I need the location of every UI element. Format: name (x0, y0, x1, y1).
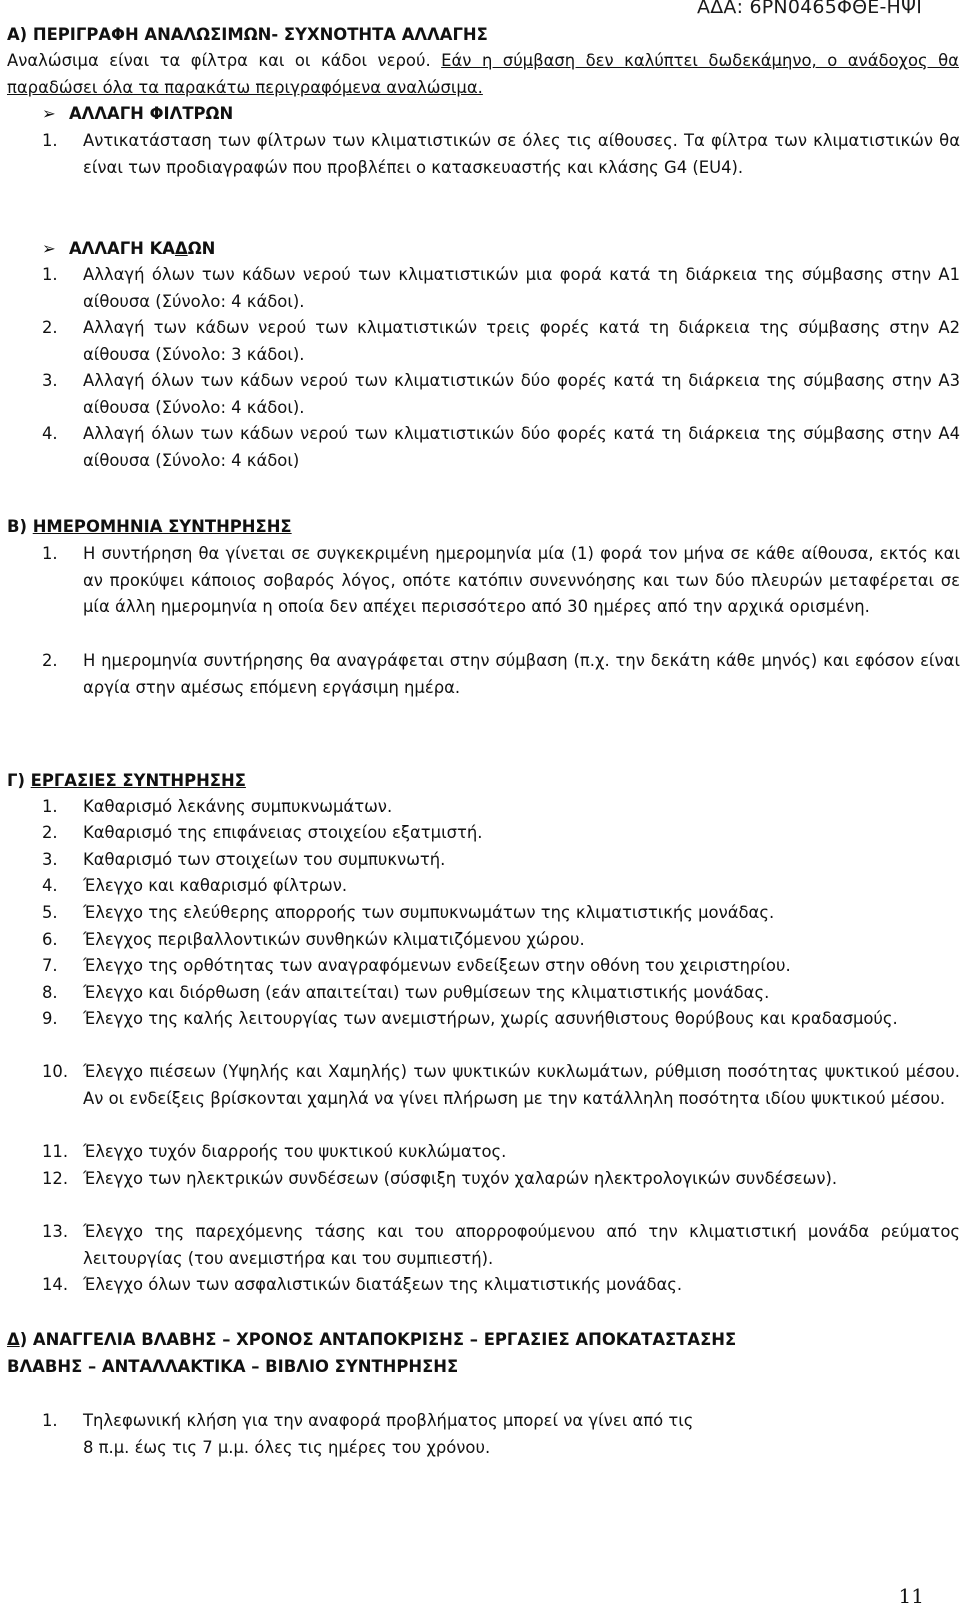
maintenance-task-13 (42, 1219, 960, 1272)
bins-item-3 (42, 368, 960, 421)
list-item-text: Καθαρισμό των στοιχείων του συμπυκνωτή. (83, 850, 446, 869)
list-item-text: Αλλαγή όλων των κάδων νερού των κλιματιστικών μια φορά κατά τη διάρκεια της σύμβασης στην Α1 αίθουσα (Σύνολο: 4 κάδοι). (83, 265, 960, 311)
list-item-text: Αλλαγή των κάδων νερού των κλιματιστικών τρεις φορές κατά τη διάρκεια της σύμβασης στην Α2 αίθουσα (Σύνολο: 3 κάδοι). (83, 318, 960, 364)
section-c-label: ΕΡΓΑΣΙΕΣ ΣΥΝΤΗΡΗΣΗΣ (30, 771, 246, 790)
list-item-text: Έλεγχο πιέσεων (Υψηλής και Χαμηλής) των ψυκτικών κυκλωμάτων, ρύθμιση ποσότητας ψυκτικού μέσου. Αν οι ενδείξεις βρίσκονται χαμηλά να γίνει πλήρωση με την κατάλληλη ποσότητα ιδίου ψυκτικού μέσου. (83, 1062, 960, 1108)
list-item-text: Καθαρισμό λεκάνης συμπυκνωμάτων. (83, 797, 393, 816)
bins-heading-label: ΑΛΛΑΓΗ ΚΑ (69, 239, 175, 258)
list-item-text-line2: 8 π.μ. έως τις 7 μ.μ. όλες τις ημέρες του χρόνου. (83, 1437, 491, 1457)
list-number: 8. (42, 983, 58, 1002)
arrow-bullet-icon: ➢ (42, 104, 56, 123)
list-item-text: Αλλαγή όλων των κάδων νερού των κλιματιστικών δύο φορές κατά τη διάρκεια της σύμβασης στην Α4 αίθουσα (Σύνολο: 4 κάδοι) (83, 424, 960, 470)
list-number: 12. (42, 1169, 69, 1188)
maintenance-task-8 (42, 980, 960, 1007)
maintenance-task-2 (42, 820, 960, 847)
section-a-intro-text: Αναλώσιμα είναι τα φίλτρα και οι κάδοι νερού. (7, 51, 442, 70)
section-d-title (7, 1327, 959, 1380)
list-number: 1. (42, 131, 58, 150)
maintenance-task-9 (42, 1006, 960, 1033)
list-number: 6. (42, 930, 58, 949)
list-item-text: Έλεγχο της παρεχόμενης τάσης και του απορροφούμενου από την κλιματιστική μονάδα ρεύματος λειτουργίας (του ανεμιστήρα και του συμπιεστή). (83, 1222, 960, 1268)
list-number: 10. (42, 1062, 69, 1081)
maintenance-task-5 (42, 900, 960, 927)
arrow-bullet-icon: ➢ (42, 239, 56, 258)
list-item-text: Έλεγχο των ηλεκτρικών συνδέσεων (σύσφιξη τυχόν χαλαρών ηλεκτρολογικών συνδέσεων). (83, 1169, 838, 1188)
list-item-text: Έλεγχο και διόρθωση (εάν απαιτείται) των ρυθμίσεων της κλιματιστικής μονάδας. (83, 983, 770, 1002)
maintenance-task-10 (42, 1059, 960, 1112)
section-a-intro-underlined: Εάν η σύμβαση δεν καλύπτει δωδεκάμηνο, ο ανάδοχος θα παραδώσει όλα τα παρακάτω περιγραφόμενα αναλώσιμα. (7, 51, 959, 97)
maintenance-date-item-2 (42, 648, 960, 701)
list-number: 13. (42, 1222, 69, 1241)
filters-heading-label: ΑΛΛΑΓΗ ΦΙΛΤΡΩΝ (69, 104, 234, 123)
list-number: 11. (42, 1142, 69, 1161)
bins-item-1 (42, 262, 960, 315)
bins-item-2 (42, 315, 960, 368)
ada-reference: ΑΔΑ: 6ΡΝ0465ΦΘΕ-ΗΨΙ (697, 0, 922, 18)
maintenance-task-4 (42, 873, 960, 900)
bins-heading (42, 236, 215, 263)
list-number: 2. (42, 318, 58, 337)
list-item-text: Αλλαγή όλων των κάδων νερού των κλιματιστικών δύο φορές κατά τη διάρκεια της σύμβασης στην Α3 αίθουσα (Σύνολο: 4 κάδοι). (83, 371, 960, 417)
list-number: 3. (42, 850, 58, 869)
maintenance-task-3 (42, 847, 960, 874)
list-number: 7. (42, 956, 58, 975)
filters-item-1 (42, 128, 960, 181)
list-item-text: Η ημερομηνία συντήρησης θα αναγράφεται στην σύμβαση (π.χ. την δεκάτη κάθε μηνός) και εφόσον είναι αργία στην αμέσως επόμενη εργάσιμη ημέρα. (83, 651, 960, 697)
maintenance-task-11 (42, 1139, 960, 1166)
list-number: 4. (42, 424, 58, 443)
list-number: 4. (42, 876, 58, 895)
list-item-text: Έλεγχο της ορθότητας των αναγραφόμενων ενδείξεων στην οθόνη του χειριστηρίου. (83, 956, 791, 975)
list-item-text: Έλεγχο τυχόν διαρροής του ψυκτικού κυκλώματος. (83, 1142, 507, 1161)
list-number: 1. (42, 544, 58, 563)
maintenance-task-1 (42, 794, 960, 821)
list-number: 9. (42, 1009, 58, 1028)
fault-report-item-1 (42, 1408, 960, 1461)
section-b-prefix: Β) (7, 517, 33, 536)
maintenance-task-12 (42, 1166, 960, 1193)
section-b-title (7, 514, 292, 541)
list-item-text: Η συντήρηση θα γίνεται σε συγκεκριμένη ημερομηνία μία (1) φορά τον μήνα σε κάθε αίθουσα, εκτός και αν προκύψει κάποιος σοβαρός λόγος, οπότε κατόπιν συνεννόησης και των δύο πλευρών μεταφέρεται σε μία άλλη ημερομηνία η οποία δεν απέχει περισσότερο από 30 ημέρες από την αρχικά ορισμένη. (83, 544, 960, 616)
filters-heading (42, 101, 233, 128)
list-number: 2. (42, 823, 58, 842)
section-d-title-line2: ΒΛΑΒΗΣ – ΑΝΤΑΛΛΑΚΤΙΚΑ – ΒΙΒΛΙΟ ΣΥΝΤΗΡΗΣΗΣ (7, 1356, 459, 1376)
section-c-title (7, 768, 246, 795)
maintenance-task-6 (42, 927, 960, 954)
section-d-letter: Δ (7, 1330, 20, 1349)
list-item-text: Έλεγχο της ελεύθερης απορροής των συμπυκνωμάτων της κλιματιστικής μονάδας. (83, 903, 775, 922)
section-b-label: ΗΜΕΡΟΜΗΝΙΑ ΣΥΝΤΗΡΗΣΗΣ (32, 517, 292, 536)
maintenance-task-7 (42, 953, 960, 980)
list-number: 3. (42, 371, 58, 390)
bins-item-4 (42, 421, 960, 474)
bins-heading-underlined: Δ (175, 239, 188, 258)
maintenance-task-14 (42, 1272, 960, 1299)
maintenance-date-item-1 (42, 541, 960, 621)
list-item-text: Καθαρισμό της επιφάνειας στοιχείου εξατμιστή. (83, 823, 483, 842)
list-item-text-line1: Τηλεφωνική κλήση για την αναφορά προβλήματος μπορεί να γίνει από τις (83, 1411, 694, 1430)
list-number: 5. (42, 903, 58, 922)
list-item-text: Έλεγχο και καθαρισμό φίλτρων. (83, 876, 348, 895)
list-item-text: Έλεγχο όλων των ασφαλιστικών διατάξεων της κλιματιστικής μονάδας. (83, 1275, 683, 1294)
section-a-title: Α) ΠΕΡΙΓΡΑΦΗ ΑΝΑΛΩΣΙΜΩΝ- ΣΥΧΝΟΤΗΤΑ ΑΛΛΑΓΗΣ (7, 25, 488, 44)
list-number: 14. (42, 1275, 69, 1294)
list-number: 1. (42, 265, 58, 284)
list-number: 2. (42, 651, 58, 670)
page-number: 11 (898, 1583, 924, 1608)
list-item-text: Αντικατάσταση των φίλτρων των κλιματιστικών σε όλες τις αίθουσες. Τα φίλτρα των κλιματιστικών θα είναι των προδιαγραφών που προβλέπει ο κατασκευαστής και κλάσης G4 (EU4). (83, 131, 960, 177)
list-number: 1. (42, 797, 58, 816)
list-item-text: Έλεγχο της καλής λειτουργίας των ανεμιστήρων, χωρίς ασυνήθιστους θορύβους και κραδασμούς. (83, 1009, 898, 1028)
list-item-text: Έλεγχος περιβαλλοντικών συνθηκών κλιματιζόμενου χώρου. (83, 930, 585, 949)
section-d-title-line1: ) ΑΝΑΓΓΕΛΙΑ ΒΛΑΒΗΣ – ΧΡΟΝΟΣ ΑΝΤΑΠΟΚΡΙΣΗΣ – ΕΡΓΑΣΙΕΣ ΑΠΟΚΑΤΑΣΤΑΣΗΣ (19, 1330, 737, 1349)
section-c-prefix: Γ) (7, 771, 31, 790)
section-a-intro (7, 48, 959, 101)
list-number: 1. (42, 1411, 58, 1430)
bins-heading-suffix: ΩΝ (187, 239, 216, 258)
